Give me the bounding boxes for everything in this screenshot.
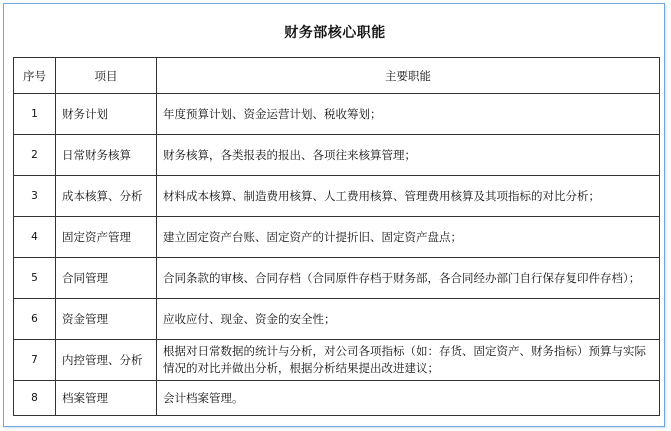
row-number: 8 (14, 381, 56, 416)
row-item: 合同管理 (56, 258, 157, 299)
row-number: 5 (14, 258, 56, 299)
row-item: 日常财务核算 (56, 135, 157, 176)
row-number: 3 (14, 176, 56, 217)
row-number: 7 (14, 340, 56, 381)
row-item: 成本核算、分析 (56, 176, 157, 217)
row-function: 建立固定资产台账、固定资产的计提折旧、固定资产盘点； (157, 217, 660, 258)
header-function: 主要职能 (157, 58, 660, 94)
row-item: 资金管理 (56, 299, 157, 340)
table-row (14, 135, 660, 176)
header-item: 项目 (56, 58, 157, 94)
row-function: 会计档案管理。 (157, 381, 660, 416)
row-number: 1 (14, 94, 56, 135)
row-function: 应收应付、现金、资金的安全性； (157, 299, 660, 340)
table-row (14, 176, 660, 217)
table-row (14, 217, 660, 258)
row-function: 合同条款的审核、合同存档（合同原件存档于财务部，各合同经办部门自行保存复印件存档）； (157, 258, 660, 299)
row-item: 档案管理 (56, 381, 157, 416)
functions-table (13, 57, 660, 416)
row-number: 2 (14, 135, 56, 176)
table-row (14, 340, 660, 381)
row-function: 材料成本核算、制造费用核算、人工费用核算、管理费用核算及其项指标的对比分析； (157, 176, 660, 217)
row-item: 固定资产管理 (56, 217, 157, 258)
row-function: 财务核算，各类报表的报出、各项往来核算管理； (157, 135, 660, 176)
table-row (14, 258, 660, 299)
row-function: 根据对日常数据的统计与分析，对公司各项指标（如：存货、固定资产、财务指标）预算与实际情况的对比并做出分析，根据分析结果提出改进建议； (157, 340, 660, 381)
header-number: 序号 (14, 58, 56, 94)
table-header-row (14, 58, 660, 94)
table-row (14, 381, 660, 416)
table-row (14, 94, 660, 135)
row-item: 内控管理、分析 (56, 340, 157, 381)
row-number: 6 (14, 299, 56, 340)
row-function: 年度预算计划、资金运营计划、税收筹划； (157, 94, 660, 135)
row-item: 财务计划 (56, 94, 157, 135)
table-row (14, 299, 660, 340)
document-title: 财务部核心职能 (284, 25, 386, 41)
row-number: 4 (14, 217, 56, 258)
